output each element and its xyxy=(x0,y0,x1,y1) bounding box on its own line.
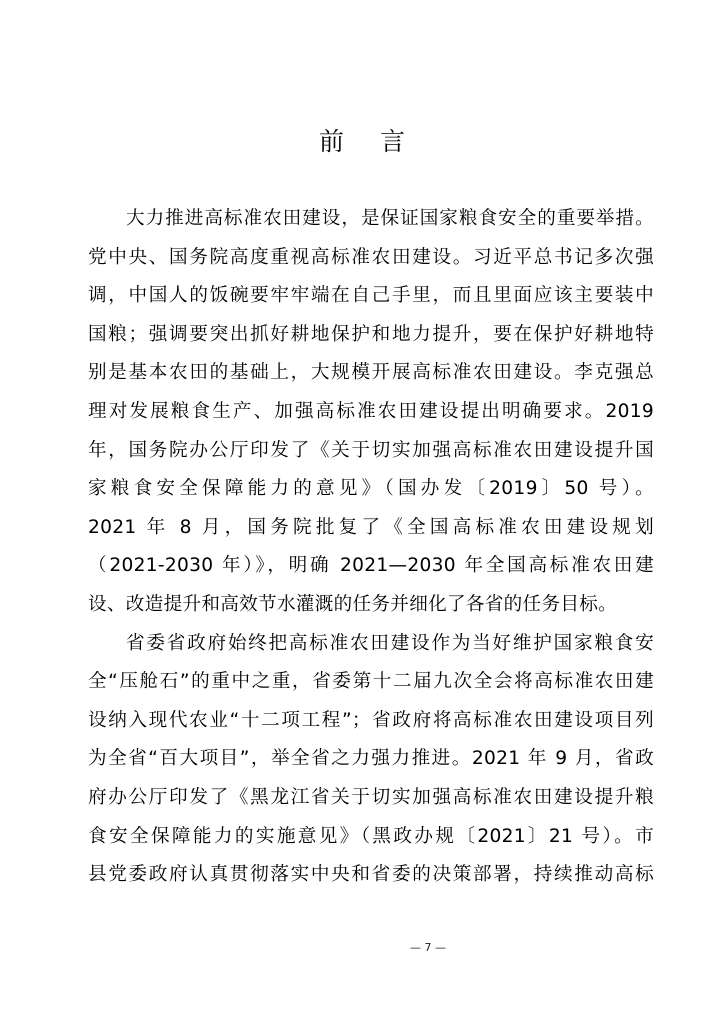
text-line: （2021-2030 年）》，明确 2021—2030 年全国高标准农田建 xyxy=(88,555,654,577)
text-line: 调，中国人的饭碗要牢牢端在自己手里，而且里面应该主要装中 xyxy=(88,285,654,307)
text-line: 府办公厅印发了《黑龙江省关于切实加强高标准农田建设提升粮 xyxy=(88,786,654,808)
paragraph-1 xyxy=(88,200,654,625)
body-text xyxy=(88,200,654,895)
text-line: 设纳入现代农业“十二项工程”；省政府将高标准农田建设项目列 xyxy=(88,709,654,731)
text-line: 理对发展粮食生产、加强高标准农田建设提出明确要求。2019 xyxy=(88,400,654,422)
text-line: 家粮食安全保障能力的意见》（国办发〔2019〕50 号）。 xyxy=(88,478,654,500)
text-line: 年，国务院办公厅印发了《关于切实加强高标准农田建设提升国 xyxy=(88,439,654,461)
text-line: 党中央、国务院高度重视高标准农田建设。习近平总书记多次强 xyxy=(88,246,654,268)
text-line: 大力推进高标准农田建设，是保证国家粮食安全的重要举措。 xyxy=(126,208,654,229)
text-line: 2021 年 8 月，国务院批复了《全国高标准农田建设规划 xyxy=(88,516,654,538)
text-line: 食安全保障能力的实施意见》（黑政办规〔2021〕21 号）。市 xyxy=(88,825,654,847)
text-line: 省委省政府始终把高标准农田建设作为当好维护国家粮食安 xyxy=(126,632,654,654)
text-line: 为全省“百大项目”，举全省之力强力推进。2021 年 9 月，省政 xyxy=(88,748,654,770)
text-line: 国粮；强调要突出抓好耕地保护和地力提升，要在保护好耕地特 xyxy=(88,323,654,345)
paragraph-2 xyxy=(88,625,654,895)
text-line: 县党委政府认真贯彻落实中央和省委的决策部署，持续推动高标 xyxy=(88,864,654,886)
text-line: 别是基本农田的基础上，大规模开展高标准农田建设。李克强总 xyxy=(88,362,654,384)
page-number: — 7 — xyxy=(410,941,446,954)
page-title: 前 言 xyxy=(319,127,419,156)
text-line: 全“压舱石”的重中之重，省委第十二届九次全会将高标准农田建 xyxy=(88,671,654,693)
text-line: 设、改造提升和高效节水灌溉的任务并细化了各省的任务目标。 xyxy=(88,593,618,615)
